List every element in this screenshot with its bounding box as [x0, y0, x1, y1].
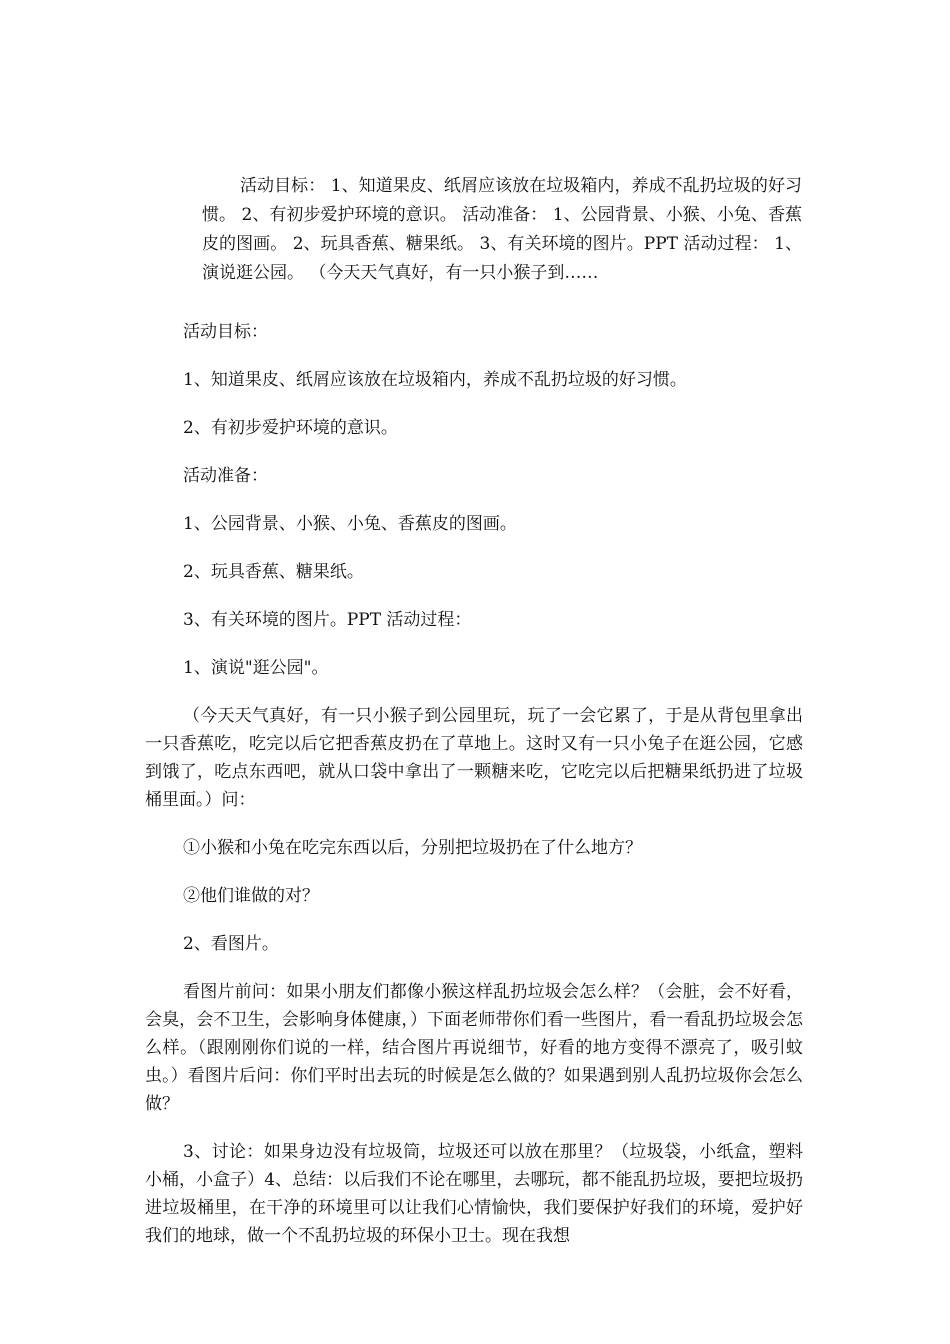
document-body — [145, 318, 803, 1270]
process-step-1: 1、演说"逛公园"。 — [183, 658, 329, 678]
preparation-item-3: 3、有关环境的图片。PPT 活动过程： — [183, 610, 472, 630]
question-2: ②他们谁做的对？ — [183, 886, 319, 906]
process-step-2: 2、看图片。 — [183, 934, 279, 954]
goal-item-1: 1、知道果皮、纸屑应该放在垃圾箱内，养成不乱扔垃圾的好习惯。 — [183, 370, 687, 390]
question-1: ①小猴和小兔在吃完东西以后，分别把垃圾扔在了什么地方？ — [183, 838, 642, 858]
heading-activity-preparation: 活动准备： — [183, 466, 268, 486]
discussion-paragraph: 3、讨论：如果身边没有垃圾筒，垃圾还可以放在那里？（垃圾袋，小纸盒，塑料小桶，小盒子）4、总结：以后我们不论在哪里，去哪玩，都不能乱扔垃圾，要把垃圾扔进垃圾桶里，在干净的环境里可以让我们心情愉快，我们要保护好我们的环境，爱护好我们的地球，做一个不乱扔垃圾的环保小卫士。现在我想 — [145, 1142, 803, 1246]
preparation-item-2: 2、玩具香蕉、糖果纸。 — [183, 562, 364, 582]
story-paragraph: （今天天气真好，有一只小猴子到公园里玩，玩了一会它累了，于是从背包里拿出一只香蕉吃，吃完以后它把香蕉皮扔在了草地上。这时又有一只小兔子在逛公园，它感到饿了，吃点东西吧，就从口袋中拿出了一颗糖来吃，它吃完以后把糖果纸扔进了垃圾桶里面。）问： — [145, 706, 803, 810]
heading-activity-goals: 活动目标： — [183, 322, 268, 342]
pictures-paragraph: 看图片前问：如果小朋友们都像小猴这样乱扔垃圾会怎么样？（会脏，会不好看，会臭，会不卫生，会影响身体健康，）下面老师带你们看一些图片，看一看乱扔垃圾会怎么样。（跟刚刚你们说的一样，结合图片再说细节，好看的地方变得不漂亮了，吸引蚊虫。）看图片后问：你们平时出去玩的时候是怎么做的？如果遇到别人乱扔垃圾你会怎么做？ — [145, 982, 803, 1114]
summary-paragraph: 活动目标： 1、知道果皮、纸屑应该放在垃圾箱内，养成不乱扔垃圾的好习惯。 2、有初步爱护环境的意识。 活动准备： 1、公园背景、小猴、小兔、香蕉皮的图画。 2、玩具香蕉、糖果纸。 3、有关环境的图片。PPT 活动过程： 1、演说逛公园。 （今天天气真好，有一只小猴子到…… — [202, 176, 802, 283]
preparation-item-1: 1、公园背景、小猴、小兔、香蕉皮的图画。 — [183, 514, 517, 534]
goal-item-2: 2、有初步爱护环境的意识。 — [183, 418, 398, 438]
